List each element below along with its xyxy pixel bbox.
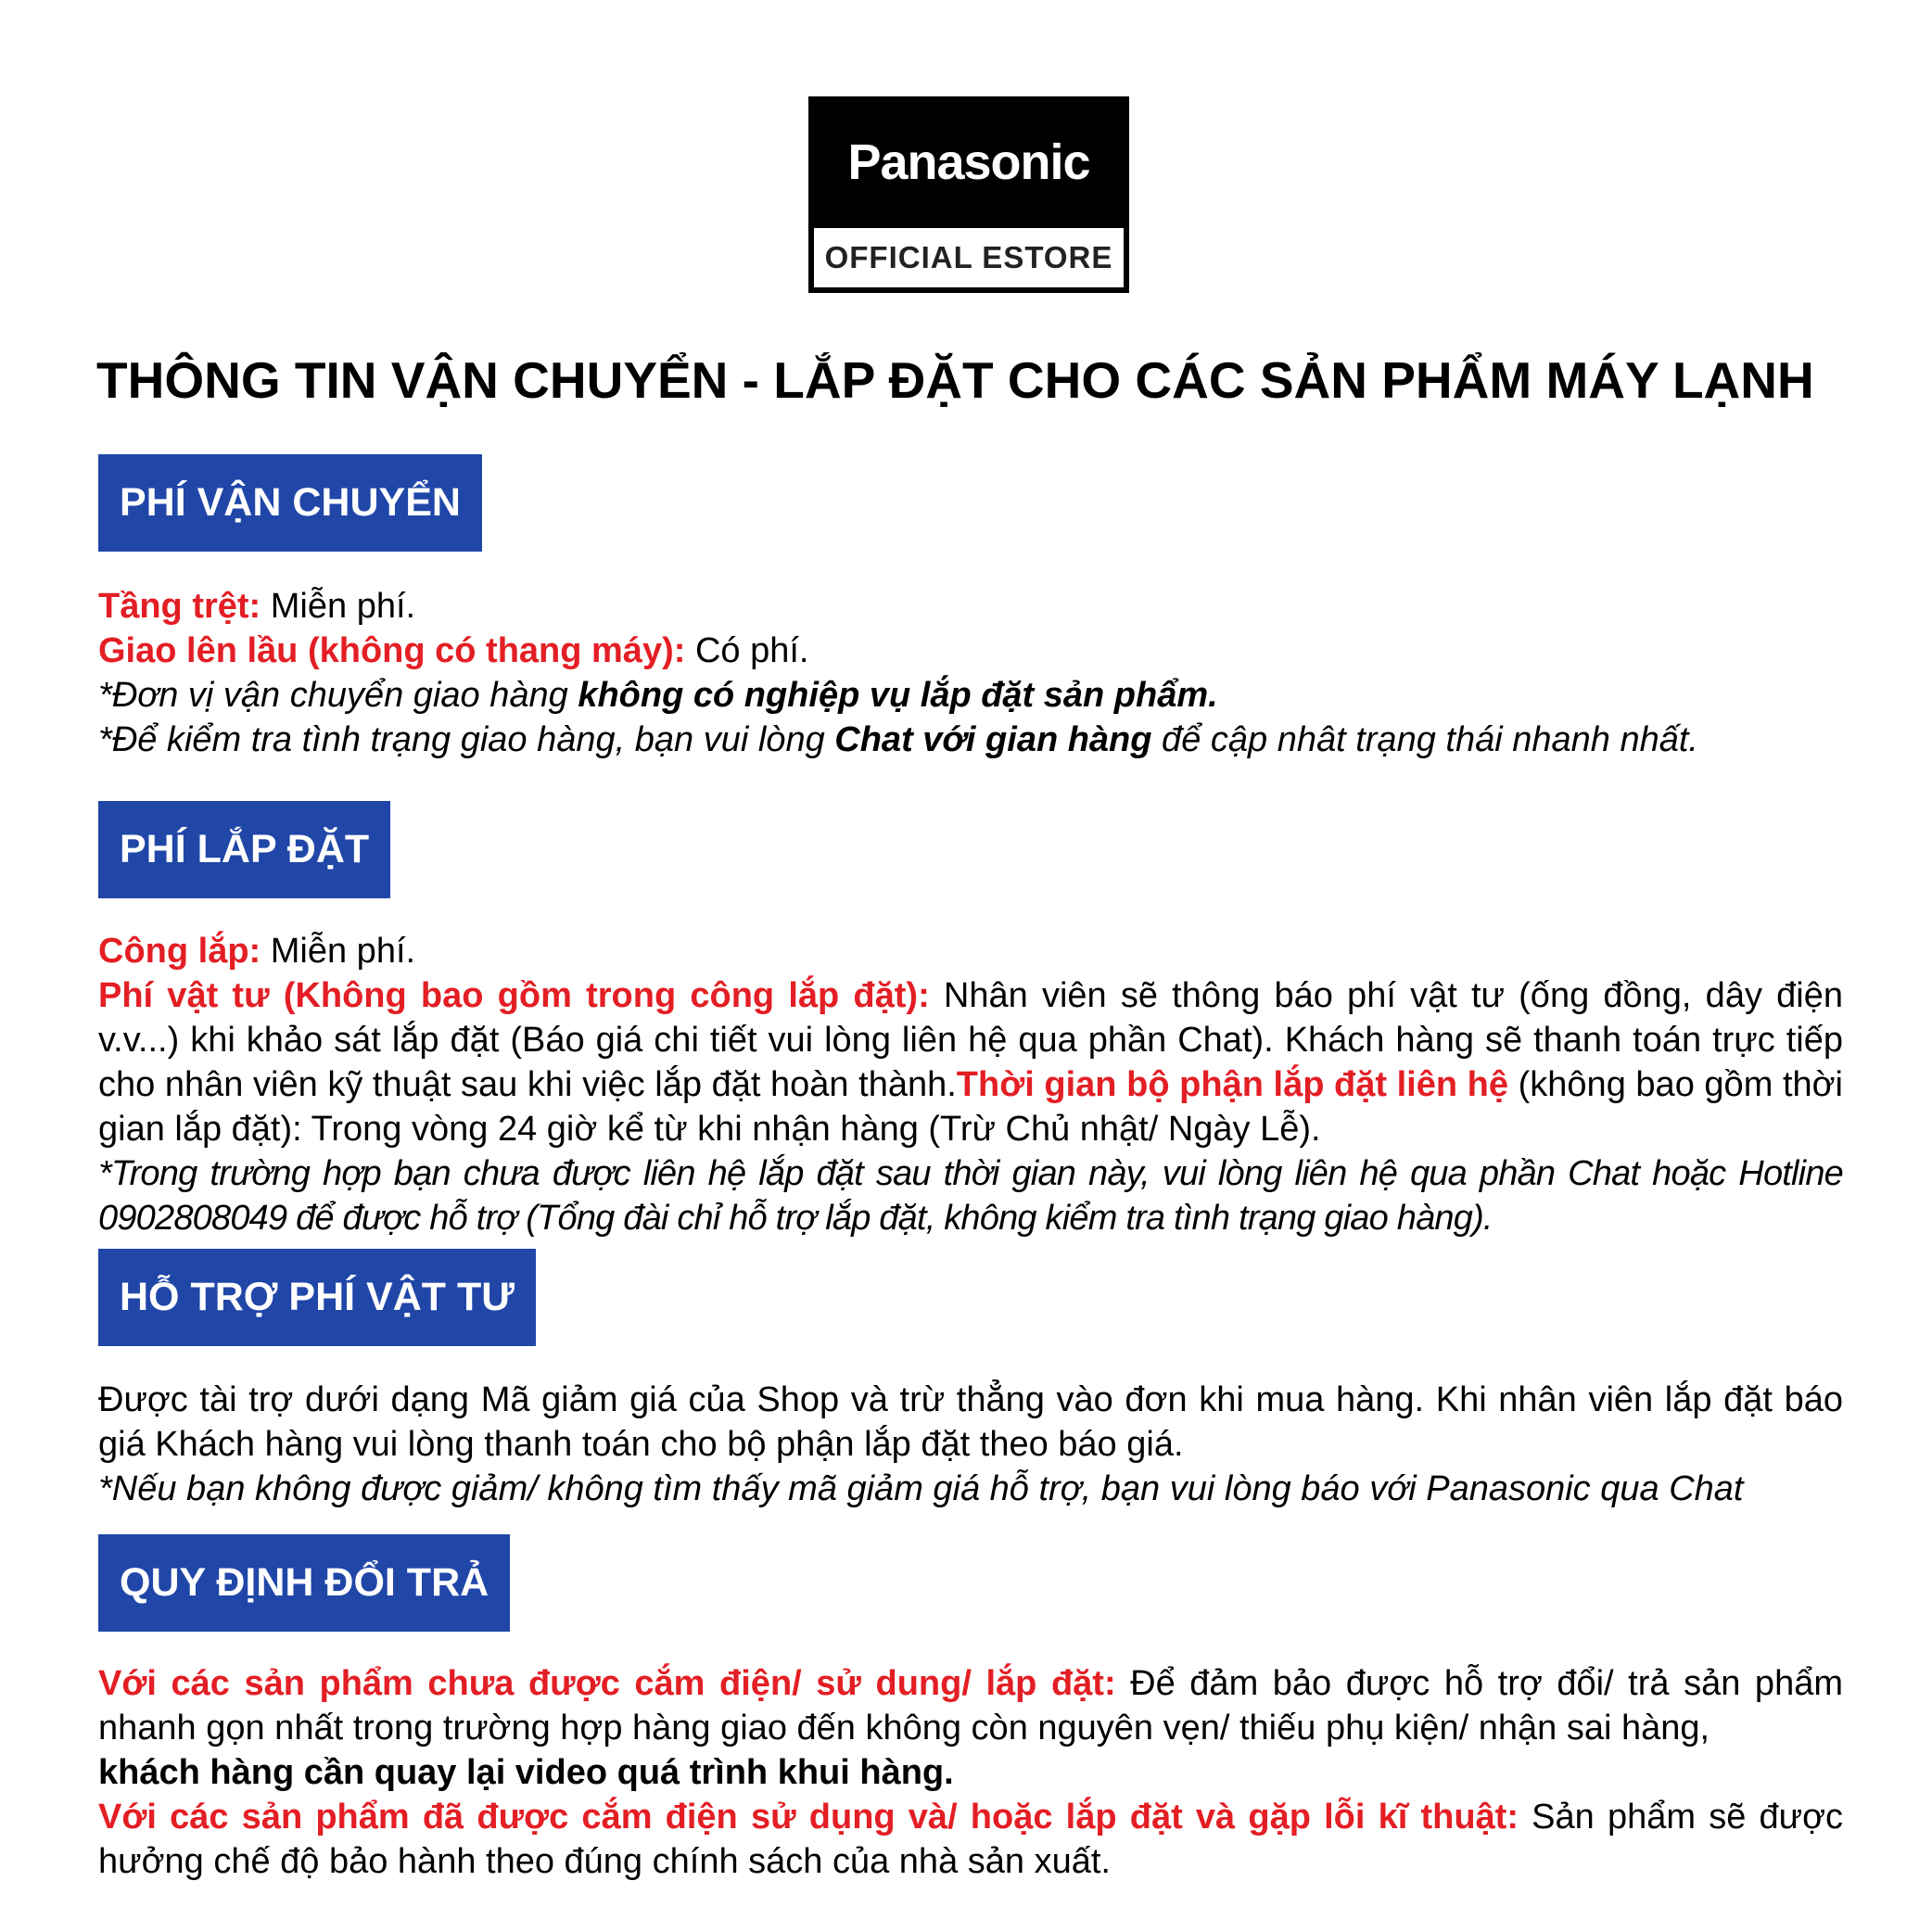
shipping-note-2	[98, 718, 1843, 762]
install-labor-line	[98, 929, 1843, 973]
material-label: Phí vật tư (Không bao gồm trong công lắp đặt):	[98, 976, 930, 1015]
support-section	[98, 1378, 1843, 1511]
upstairs-label: Giao lên lầu (không có thang máy):	[98, 631, 686, 670]
support-note: *Nếu bạn không được giảm/ không tìm thấy mã giảm giá hỗ trợ, bạn vui lòng báo với Panasonic qua Chat	[98, 1469, 1744, 1508]
logo-brand: Panasonic	[847, 134, 1090, 190]
ground-value: Miễn phí.	[261, 587, 416, 626]
shipping-note-1	[98, 673, 1843, 718]
note2-prefix: *Để kiểm tra tình trạng giao hàng, bạn vui lòng	[98, 720, 835, 759]
note1-prefix: *Đơn vị vận chuyển giao hàng	[98, 676, 578, 715]
support-text: Được tài trợ dưới dạng Mã giảm giá của Shop và trừ thẳng vào đơn khi mua hàng. Khi nhân viên lắp đặt báo giá Khách hàng vui lòng thanh toán cho bộ phận lắp đặt theo báo giá.	[98, 1380, 1843, 1464]
labor-value: Miễn phí.	[261, 932, 416, 971]
returns-used-paragraph	[98, 1795, 1843, 1884]
shipping-section	[98, 584, 1843, 762]
contact-label: Thời gian bộ phận lắp đặt liên hệ	[956, 1065, 1509, 1104]
panasonic-logo	[808, 96, 1129, 293]
page-title: THÔNG TIN VẬN CHUYỂN - LẮP ĐẶT CHO CÁC SẢN PHẨM MÁY LẠNH	[96, 351, 1814, 409]
install-header: PHÍ LẮP ĐẶT	[98, 801, 390, 898]
labor-label: Công lắp:	[98, 932, 261, 971]
shipping-ground-line	[98, 584, 1843, 629]
install-section	[98, 929, 1843, 1240]
material-text: Nhân viên sẽ thông báo phí vật tư (ống đồng, dây điện v.v...) khi khảo sát lắp đặt (Báo giá chi tiết vui lòng liên hệ qua phần Chat). Khách hàng sẽ thanh toán trực tiếp cho nhân viên kỹ thuật sau khi việc lắp đặt hoàn thành.	[98, 976, 1843, 1104]
contact-text: (không bao gồm thời gian lắp đặt): Trong vòng 24 giờ kể từ khi nhận hàng (Trừ Chủ nhật/ Ngày Lễ).	[98, 1065, 1844, 1149]
upstairs-value: Có phí.	[685, 631, 809, 670]
install-material-paragraph	[98, 973, 1843, 1151]
returns-unused-paragraph	[98, 1661, 1843, 1750]
returns-header: QUY ĐỊNH ĐỔI TRẢ	[98, 1534, 510, 1632]
logo-subtitle: OFFICIAL ESTORE	[814, 228, 1124, 287]
used-text: Sản phẩm sẽ được hưởng chế độ bảo hành theo đúng chính sách của nhà sản xuất.	[98, 1798, 1843, 1881]
shipping-header: PHÍ VẬN CHUYỂN	[98, 454, 482, 552]
used-label: Với các sản phẩm đã được cắm điện sử dụng và/ hoặc lắp đặt và gặp lỗi kĩ thuật:	[98, 1798, 1519, 1837]
note2-bold: Chat với gian hàng	[834, 720, 1152, 759]
note2-suffix: để cập nhât trạng thái nhanh nhất.	[1151, 720, 1698, 759]
support-header: HỖ TRỢ PHÍ VẬT TƯ	[98, 1249, 536, 1346]
ground-label: Tầng trệt:	[98, 587, 261, 626]
returns-video-requirement: khách hàng cần quay lại video quá trình khui hàng.	[98, 1753, 954, 1792]
unused-label: Với các sản phẩm chưa được cắm điện/ sử dung/ lắp đặt:	[98, 1664, 1116, 1703]
install-note: *Trong trường hợp bạn chưa được liên hệ lắp đặt sau thời gian này, vui lòng liên hệ qua phần Chat hoặc Hotline 0902808049 để được hỗ trợ (Tổng đài chỉ hỗ trợ lắp đặt, không kiểm tra tình trạng giao hàng).	[98, 1154, 1843, 1238]
returns-section	[98, 1661, 1843, 1884]
unused-text: Để đảm bảo được hỗ trợ đổi/ trả sản phẩm nhanh gọn nhất trong trường hợp hàng giao đến không còn nguyên vẹn/ thiếu phụ kiện/ nhận sai hàng,	[98, 1664, 1843, 1748]
shipping-upstairs-line	[98, 629, 1843, 673]
note1-bold: không có nghiệp vụ lắp đặt sản phẩm.	[578, 676, 1218, 715]
